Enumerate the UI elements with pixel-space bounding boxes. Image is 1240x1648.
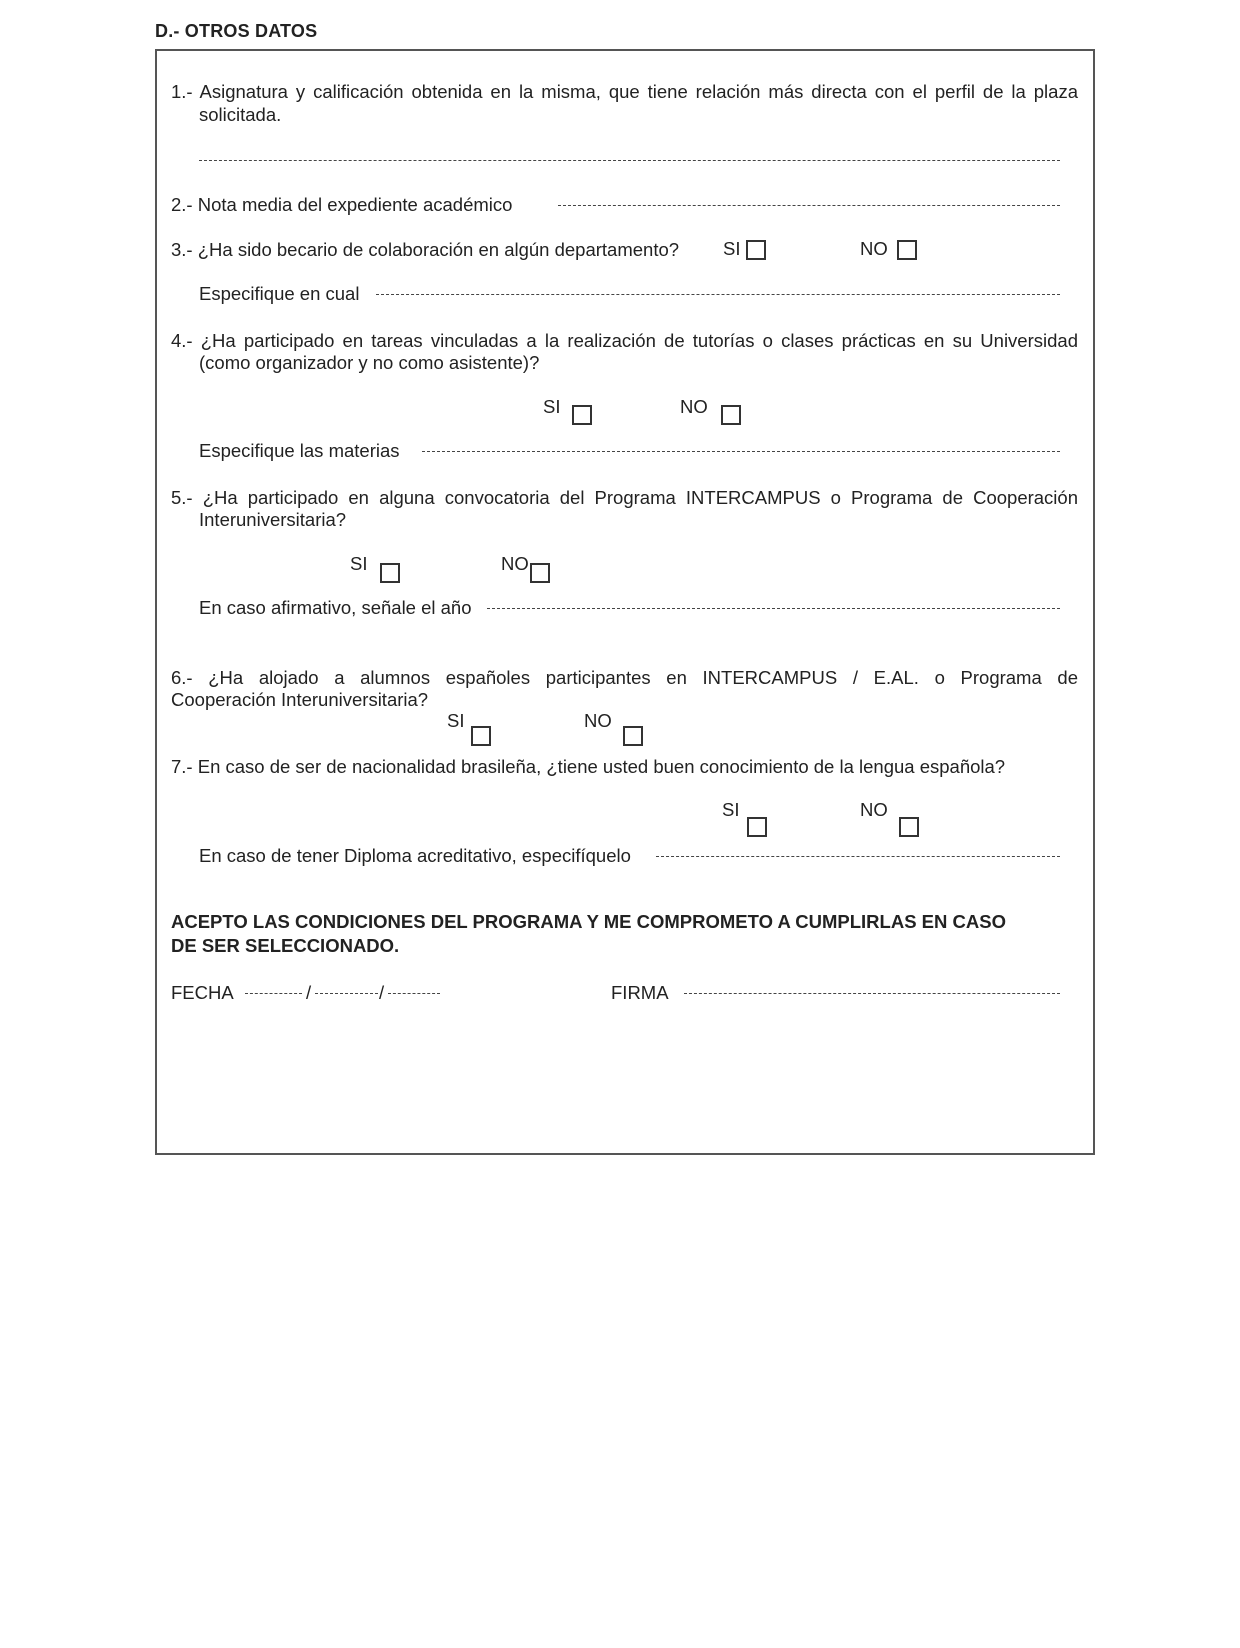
date-day-line[interactable]: [245, 993, 302, 994]
date-separator: /: [306, 982, 312, 1003]
q6-si-label: SI: [447, 710, 465, 731]
q5-text-cont: Interuniversitaria?: [199, 509, 347, 530]
q5-no-checkbox[interactable]: [530, 563, 550, 583]
date-month-line[interactable]: [315, 993, 378, 994]
acceptance-text-cont: DE SER SELECCIONADO.: [171, 935, 400, 956]
q3-no-checkbox[interactable]: [897, 240, 917, 260]
q4-no-label: NO: [680, 396, 708, 417]
q5-no-label: NO: [501, 553, 529, 574]
q3-si-label: SI: [723, 238, 741, 259]
q7-text: 7.- En caso de ser de nacionalidad brasileña, ¿tiene usted buen conocimiento de la lengua española?: [171, 756, 1006, 777]
q6-si-checkbox[interactable]: [471, 726, 491, 746]
q6-no-label: NO: [584, 710, 612, 731]
q4-no-checkbox[interactable]: [721, 405, 741, 425]
q6-no-checkbox[interactable]: [623, 726, 643, 746]
q7-no-label: NO: [860, 799, 888, 820]
q3-no-label: NO: [860, 238, 888, 259]
q2-answer-line[interactable]: [558, 205, 1060, 206]
q4-si-checkbox[interactable]: [572, 405, 592, 425]
q7-specify-label: En caso de tener Diploma acreditativo, especifíquelo: [199, 845, 631, 866]
q7-no-checkbox[interactable]: [899, 817, 919, 837]
q5-specify-line[interactable]: [487, 608, 1060, 609]
q5-specify-label: En caso afirmativo, señale el año: [199, 597, 472, 618]
date-separator: /: [379, 982, 385, 1003]
q6-text-cont: Cooperación Interuniversitaria?: [171, 689, 429, 710]
q3-specify-line[interactable]: [376, 294, 1060, 295]
q4-text: 4.- ¿Ha participado en tareas vinculadas a la realización de tutorías o clases prácticas en su Universidad: [171, 330, 1078, 351]
q2-text: 2.- Nota media del expediente académico: [171, 194, 513, 215]
q1-answer-line[interactable]: [199, 160, 1060, 161]
q1-text: 1.- Asignatura y calificación obtenida en la misma, que tiene relación más directa con el perfil de la plaza: [171, 81, 1078, 102]
q5-si-label: SI: [350, 553, 368, 574]
q5-text: 5.- ¿Ha participado en alguna convocatoria del Programa INTERCAMPUS o Programa de Cooperación: [171, 487, 1078, 508]
firma-label: FIRMA: [611, 982, 669, 1003]
q7-si-checkbox[interactable]: [747, 817, 767, 837]
q5-si-checkbox[interactable]: [380, 563, 400, 583]
q1-text-cont: solicitada.: [199, 104, 282, 125]
section-title: D.- OTROS DATOS: [155, 21, 318, 41]
q3-si-checkbox[interactable]: [746, 240, 766, 260]
date-label: FECHA: [171, 982, 234, 1003]
q4-si-label: SI: [543, 396, 561, 417]
q7-si-label: SI: [722, 799, 740, 820]
q6-text: 6.- ¿Ha alojado a alumnos españoles participantes en INTERCAMPUS / E.AL. o Programa de: [171, 667, 1078, 688]
q3-text: 3.- ¿Ha sido becario de colaboración en algún departamento?: [171, 239, 680, 260]
q4-text-cont: (como organizador y no como asistente)?: [199, 352, 540, 373]
q3-specify-label: Especifique en cual: [199, 283, 360, 304]
date-year-line[interactable]: [388, 993, 440, 994]
firma-line[interactable]: [684, 993, 1060, 994]
q4-specify-line[interactable]: [422, 451, 1060, 452]
q7-specify-line[interactable]: [656, 856, 1060, 857]
acceptance-text: ACEPTO LAS CONDICIONES DEL PROGRAMA Y ME COMPROMETO A CUMPLIRLAS EN CASO: [171, 911, 1006, 932]
q4-specify-label: Especifique las materias: [199, 440, 400, 461]
